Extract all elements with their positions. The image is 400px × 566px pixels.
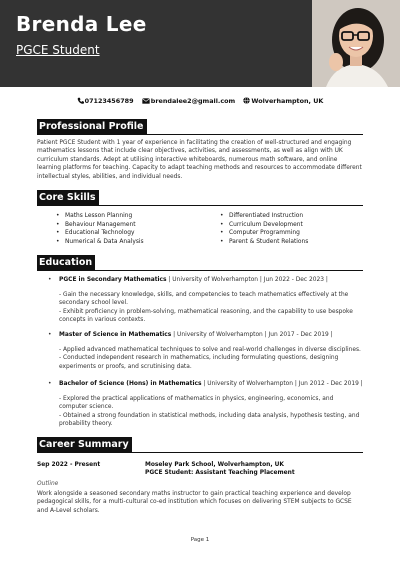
section-title-skills: Core Skills <box>37 190 99 205</box>
education-line: - Exhibit proficiency in problem-solving, mathematical reasoning, and the capability to use bespoke concepts in various contexts. <box>59 308 353 323</box>
degree-details: | University of Wolverhampton | Jun 2012 - Dec 2019 | <box>201 381 363 387</box>
envelope-icon <box>142 98 150 104</box>
skill-item: • Maths Lesson Planning <box>56 212 206 221</box>
section-title-education: Education <box>37 255 95 270</box>
section-title-career: Career Summary <box>37 437 132 452</box>
section-title-profile: Professional Profile <box>37 119 147 134</box>
bullet: • <box>48 381 52 387</box>
skills-column-right <box>220 212 370 246</box>
section-divider <box>37 270 363 271</box>
email-text: brendalee2@gmail.com <box>150 97 236 105</box>
education-line: - Conducted independent research in mathematics, including formulating questions, designing experiments or proofs, and scrutinising data. <box>59 355 339 370</box>
employer-name: Moseley Park School, Wolverhampton, UK <box>145 462 284 468</box>
candidate-name: Brenda Lee <box>16 12 147 36</box>
profile-photo <box>312 0 400 87</box>
page-number: Page 1 <box>190 537 210 543</box>
phone-icon <box>77 97 84 104</box>
education-line: - Applied advanced mathematical techniques to solve and real-world challenges in diverse disciplines. <box>59 347 361 353</box>
location-text: Wolverhampton, UK <box>251 97 324 105</box>
skill-item: • Differentiated Instruction <box>220 212 370 221</box>
education-entry <box>37 276 363 324</box>
degree-details: | University of Wolverhampton | Jun 2022 - Dec 2023 | <box>166 277 328 283</box>
contact-line <box>0 97 400 105</box>
header-band <box>0 0 400 87</box>
contact-email <box>142 97 235 105</box>
portrait-illustration <box>312 0 400 87</box>
degree-name: PGCE in Secondary Mathematics <box>59 277 167 283</box>
outline-label: Outline <box>37 481 59 487</box>
degree-details: | University of Wolverhampton | Jun 2017 - Dec 2019 | <box>171 332 333 338</box>
education-description <box>37 346 363 371</box>
skill-item: • Educational Technology <box>56 229 206 238</box>
degree-name: Bachelor of Science (Hons) in Mathematics <box>59 381 202 387</box>
education-entry <box>37 331 363 371</box>
education-heading <box>37 331 363 339</box>
education-line: - Obtained a strong foundation in statistical methods, including data analysis, hypothesis testing, and probability theory. <box>59 412 360 427</box>
bullet: • <box>48 277 52 283</box>
skills-column-left <box>56 212 206 246</box>
section-divider <box>37 205 363 206</box>
education-description <box>37 291 363 324</box>
bullet: • <box>48 332 52 338</box>
education-line: - Gain the necessary knowledge, skills, and competencies to teach mathematics effectively at the secondary school level. <box>59 292 349 307</box>
skill-item: • Computer Programming <box>220 229 370 238</box>
skill-item: • Numerical & Data Analysis <box>56 238 206 247</box>
skill-item: • Behaviour Management <box>56 221 206 230</box>
skill-item: • Parent & Student Relations <box>220 238 370 247</box>
job-position: PGCE Student: Assistant Teaching Placement <box>145 470 295 476</box>
section-divider <box>37 452 363 453</box>
education-description <box>37 395 363 428</box>
education-entry <box>37 380 363 428</box>
contact-phone <box>77 97 134 105</box>
career-description: Work alongside a seasoned secondary maths instructor to gain practical teaching experience and develop pedagogical skills, for a multi-cultural co-ed institution which focuses on delivering STEM subjects to GCSE and A-Level scholars. <box>37 491 352 514</box>
skill-item: • Curriculum Development <box>220 221 370 230</box>
profile-summary: Patient PGCE Student with 1 year of experience in facilitating the creation of well-structured and engaging mathematics lessons that include clear objectives, activities, and assessments, as well as align with UK curriculum standards. Adept at utilising interactive whiteboards, numerous math software, and online learning platforms for teaching. Capacity to adapt teaching methods and resources to accommodate different intellectual styles, abilities, and individual needs. <box>37 140 362 180</box>
contact-location <box>243 97 323 105</box>
phone-text: 07123456789 <box>84 97 134 105</box>
section-divider <box>37 134 363 135</box>
education-heading <box>37 276 363 284</box>
candidate-role: PGCE Student <box>16 43 100 57</box>
career-organization <box>145 461 295 477</box>
education-heading <box>37 380 363 388</box>
education-line: - Explored the practical applications of mathematics in physics, engineering, economics, and computer science. <box>59 396 334 411</box>
career-dates: Sep 2022 - Present <box>37 462 101 468</box>
degree-name: Master of Science in Mathematics <box>59 332 172 338</box>
globe-icon <box>243 97 250 104</box>
